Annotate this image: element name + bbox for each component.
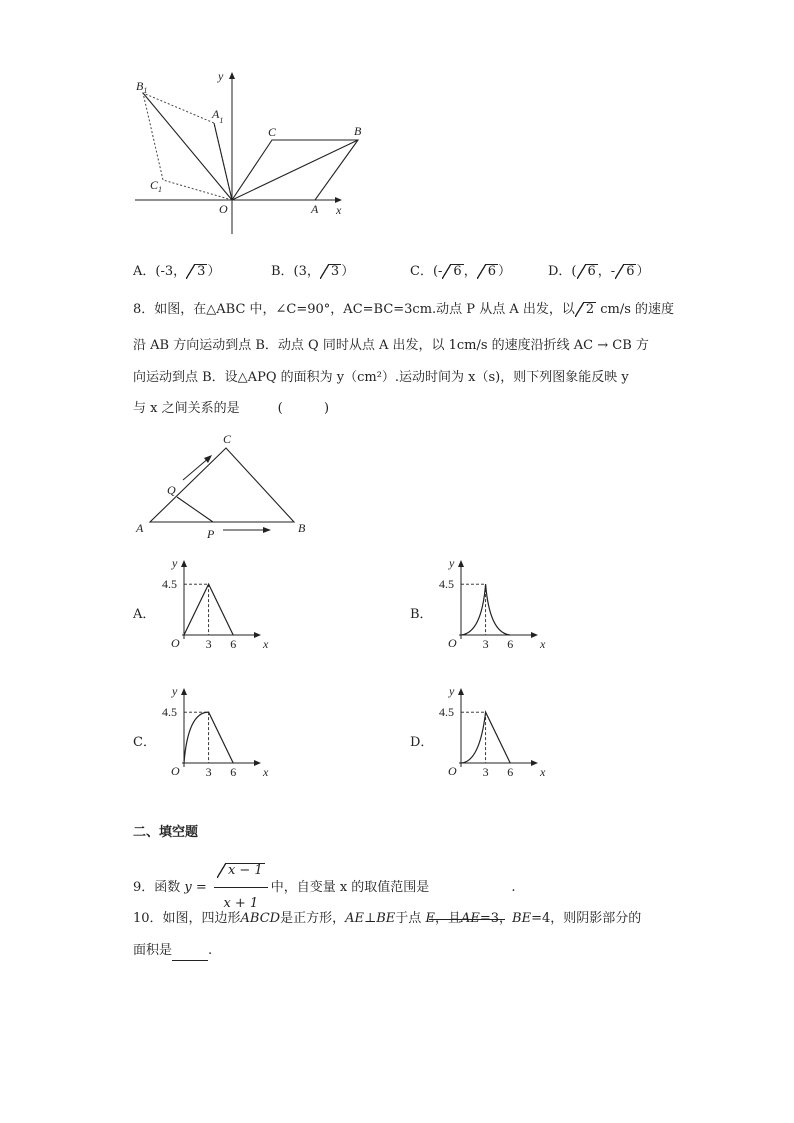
graph-tick-6: 6 [507,637,514,651]
q7-option-b[interactable]: B．(3， 3 ） [271,264,355,279]
graph-tick-ymax: 4.5 [439,577,454,592]
graph-x-label: x [540,637,546,651]
graph-x-label: x [263,637,269,651]
graph-tick-3: 3 [205,765,212,779]
q8-line-4: 与 x 之间关系的是 ( ) [133,401,330,416]
graph-tick-ymax: 4.5 [162,705,177,720]
fig7-label-c: C [268,125,277,139]
fig8-arrowhead-p [263,527,271,533]
fig8-label-b: B [298,521,306,535]
q8-option-b-label[interactable]: B． [410,607,433,622]
fig7-diagonal-ob [232,140,358,200]
q9-fraction: $\frac{x - 1}{x + 1}$ [214,855,268,920]
graph-tick-ymax: 4.5 [162,577,177,592]
graph-tick-3: 3 [482,765,489,779]
fig8-label-c: C [223,432,232,446]
graph-y-arrow [458,560,464,567]
fig7-label-a: A [311,202,319,216]
q8-option-a-label[interactable]: A． [133,607,156,622]
graph-y-arrow [181,688,187,695]
graph-x-label: x [540,765,546,779]
graph-tick-3: 3 [482,637,489,651]
fig7-label-b1: $B_1$ [136,79,148,95]
q8-answer-paren: ( ) [277,401,330,416]
graph-x-label: x [263,765,269,779]
graph-y-label: y [172,684,178,698]
graph-tick-6: 6 [507,765,514,779]
q8-line-3: 向运动到点 B．设△APQ 的面积为 y（cm²）.运动时间为 x（s)，则下列图象能反映 y [133,370,629,385]
q8-graph-a [160,555,269,655]
graph-x-arrow [254,760,261,766]
graph-tick-3: 3 [205,637,212,651]
graph-y-label: y [449,684,455,698]
q8-option-d-label[interactable]: D． [410,735,434,750]
section-heading: 二、填空题 [133,825,199,840]
fig8-label-q: Q [167,483,176,497]
q8-graph-c [160,683,269,783]
fig7-label-o: O [219,202,228,216]
q9-line: 9．函数 y = $\frac{x - 1}{x + 1}$ 中，自变量 x 的取值范围是 . [133,855,515,920]
graph-tick-6: 6 [230,637,237,651]
q10-line-2: 面积是 . [133,941,212,961]
graph-y-arrow [458,688,464,695]
graph-x-arrow [531,760,538,766]
fig8-segment-qp [177,497,213,522]
fig7-label-b: B [354,124,362,138]
fig8-triangle-diagram [130,428,320,543]
graph-x-arrow [531,632,538,638]
q7-option-d[interactable]: D．( 6 ，- 6 ） [548,264,650,279]
graph-origin: O [171,764,180,778]
graph-y-label: y [172,556,178,570]
q8-option-c-label[interactable]: C． [133,735,156,750]
fig8-label-p: P [207,527,215,541]
graph-y-arrow [181,560,187,567]
graph-tick-6: 6 [230,765,237,779]
q7-option-c[interactable]: C．(- 6 ， 6 ） [410,264,512,279]
q8-line-1: 8．如图，在△ABC 中，∠C=90°，AC=BC=3cm.动点 P 从点 A 出发，以 2 cm/s 的速度 [133,302,675,317]
graph-x-arrow [254,632,261,638]
fig7-label-a1: $A_1$ [212,107,224,125]
q7-option-a[interactable]: A．(-3， 3 ） [133,264,221,279]
fig8-label-a: A [136,521,144,535]
fig7-label-c1: $C_1$ [150,178,163,194]
q8-graph-d [437,683,546,783]
q10-answer-blank[interactable] [172,960,208,961]
q8-graph-b [437,555,546,655]
fig7-y-arrow [229,72,235,79]
graph-origin: O [448,636,457,650]
fig7-diagram [130,68,360,240]
graph-origin: O [448,764,457,778]
q8-line-2: 沿 AB 方向运动到点 B．动点 Q 同时从点 A 出发，以 1cm/s 的速度沿折线 AC → CB 方 [133,338,649,353]
graph-tick-ymax: 4.5 [439,705,454,720]
fig7-label-y: y [218,69,224,83]
fig8-arrowhead-q [204,455,212,463]
graph-y-label: y [449,556,455,570]
q10-line-1: 10．如图，四边形ABCD是正方形，AE⊥BE于点 E，且AE=3，BE=4，则阴影部分的 [133,911,642,926]
fig7-label-x: x [336,203,342,217]
graph-origin: O [171,636,180,650]
